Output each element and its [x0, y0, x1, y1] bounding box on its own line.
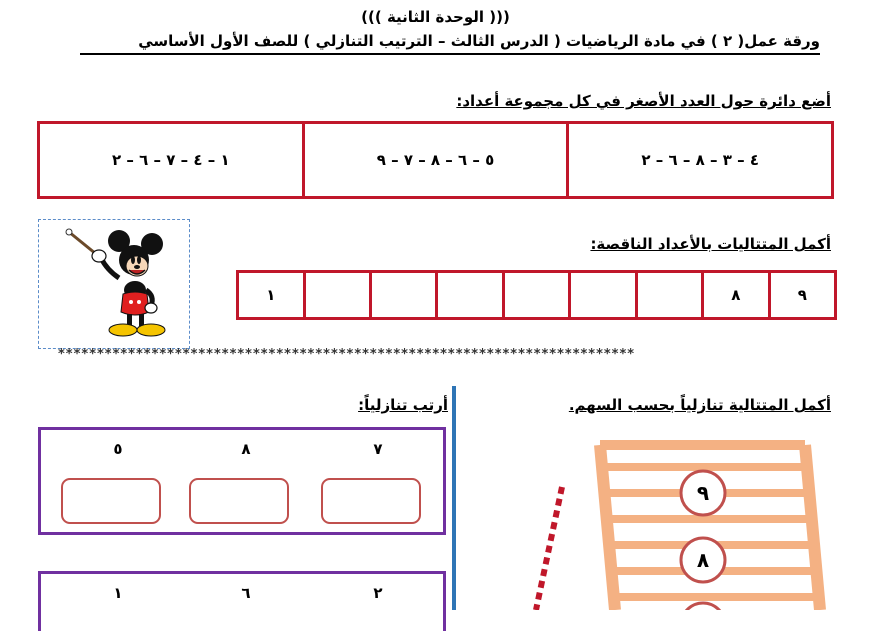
number-group[interactable]: ١ – ٤ – ٧ – ٦ – ٢: [112, 151, 230, 169]
column-divider: [452, 386, 456, 610]
worksheet-title: ورقة عمل( ٢ ) في مادة الرياضيات ( الدرس الثالث – الترتيب التنازلي ) للصف الأول الأساسي: [138, 32, 820, 50]
unit-title: ((( الوحدة الثانية ))): [361, 8, 510, 26]
order-number: ٦: [241, 584, 251, 602]
order-number: ٧: [373, 440, 383, 458]
sequence-cell[interactable]: ٩: [768, 273, 834, 317]
ladder-circle: [681, 603, 725, 610]
star-separator: **************************************************************************: [58, 347, 636, 362]
order-box-2: [38, 571, 446, 631]
answer-slot[interactable]: [61, 478, 161, 524]
number-group[interactable]: ٥ – ٦ – ٨ – ٧ – ٩: [302, 124, 567, 196]
missing-numbers-instruction: أكمل المتتاليات بالأعداد الناقصة:: [590, 235, 831, 253]
sequence-cell[interactable]: [435, 273, 501, 317]
mickey-mouse-icon: [39, 220, 188, 347]
answer-slot[interactable]: [321, 478, 421, 524]
sequence-cell[interactable]: [635, 273, 701, 317]
order-box-1: [38, 427, 446, 535]
ladder-figure: [520, 425, 860, 610]
number-groups-box: [37, 121, 834, 199]
number-group[interactable]: ٤ – ٣ – ٨ – ٦ – ٢: [566, 124, 831, 196]
order-number: ١: [113, 584, 123, 602]
order-number: ٢: [373, 584, 383, 602]
sequence-cell[interactable]: [568, 273, 634, 317]
order-number: ٨: [241, 440, 251, 458]
sequence-cell[interactable]: [502, 273, 568, 317]
sequence-row: [236, 270, 837, 320]
ladder-number: ٨: [696, 548, 710, 572]
cartoon-frame: [38, 219, 190, 349]
order-instruction: أرتب تنازلياً:: [358, 396, 448, 414]
circle-smallest-instruction: أضع دائرة حول العدد الأصغر في كل مجموعة أعداد:: [456, 92, 831, 110]
sequence-cell[interactable]: [369, 273, 435, 317]
ladder-instruction: أكمل المتتالية تنازلياً بحسب السهم.: [568, 396, 831, 414]
sequence-cell[interactable]: [303, 273, 369, 317]
title-underline: [80, 53, 820, 55]
sequence-cell[interactable]: ٨: [701, 273, 767, 317]
answer-slot[interactable]: [189, 478, 289, 524]
arrow-dashed-line: [536, 487, 562, 610]
order-number: ٥: [113, 440, 123, 458]
sequence-cell[interactable]: ١: [266, 286, 276, 304]
ladder-number: ٩: [696, 481, 710, 505]
